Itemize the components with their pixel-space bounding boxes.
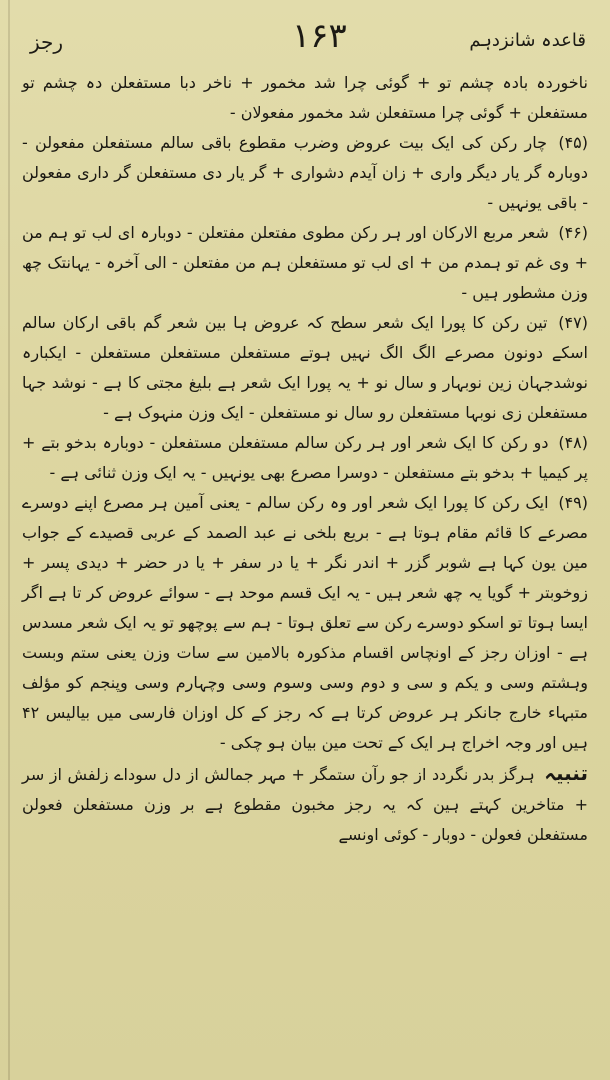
- paragraph-49: [22, 488, 588, 758]
- header-chapter-title: قاعدہ شانزدہم: [469, 30, 586, 51]
- paragraph-number: (۴۸): [558, 433, 588, 452]
- page-number: ۱۶۳: [292, 16, 347, 56]
- paragraph-text: تین رکن کا پورا ایک شعر سطح کہ عروض ہا بین شعر گم باقی ارکان سالم اسکے دونون مصرعے الگ الگ نہیں ہوتے مستفعلن مستفعلن مستفعلن - ایکبارہ نوشدجہان زین نوبہار و سال نو + یہ پورا ایک شعر ہے بلیغ مجتی کا ہے - نوشد جہا مستفعلن زی نوبہا مستفعلن رو سال نو مستفعلن - ایک وزن منہوک ہے -: [22, 313, 588, 422]
- paragraph-number: (۴۵): [558, 133, 589, 152]
- paragraph-number: (۴۹): [558, 493, 588, 512]
- paragraph-45: [22, 128, 588, 218]
- paragraph-text: دو رکن کا ایک شعر اور ہر رکن سالم مستفعلن مستفعلن - دوبارہ بدخو بتے + پر کیمیا + بدخو بتے مستفعلن - دوسرا مصرع بھی یونہیں - یہ ایک وزن ثنائی ہے -: [22, 433, 588, 482]
- paragraph-number: (۴۷): [558, 313, 588, 332]
- paragraph-number: (۴۶): [558, 223, 589, 242]
- paragraph-text: ایک رکن کا پورا ایک شعر اور وہ رکن سالم - یعنی آمین ہر مصرع اپنے دوسرے مصرعے کا قائم مقام ہوتا ہے - بریع بلخی نے عبد الصمد کے عربی قصیدے کے جواب مین یون کہا ہے شوبر گزر + اندر نگر + یا در سفر + یا در حضر + دیدی پسر + زوخوبتر + گویا یہ چھ شعر ہیں - یہ ایک قسم موحد ہے - سوائے عروض کر تا ہے اگر ایسا ہوتا تو اسکو دوسرے رکن سے تعلق ہوتا - ہم سے پوچھو تو یہ ایک شعر مسدس ہے - اوزان رجز کے اونچاس اقسام مذکورہ بالامین سے سات وزن یعنی ستم وبست وہشتم وسی و یکم و سی و دوم وسی وسوم وسی وچہارم وسی وپنجم کو مؤلف متبہاء خارج جانکر ہر عروض کرتا ہے کہ رجز کے کل اوزان فارسی میں بیالیس ۴۲ ہیں اور وجہ اخراج ہر ایک کے تحت مین بیان ہو چکی -: [22, 493, 588, 752]
- header-section-label: رجز: [30, 30, 64, 54]
- paragraph-text: شعر مربع الارکان اور ہر رکن مطوی مفتعلن مفتعلن - دوبارہ ای لب تو ہم من + وی غم تو ہمدم من + ای لب تو مستفعلن ہم من مفتعلن - الی آخرہ - یہانتک چھ وزن مشطور ہیں -: [22, 223, 588, 302]
- tanbih-label: تنبیہ: [544, 761, 588, 785]
- page-body: [22, 68, 588, 850]
- paragraph-tanbih: [22, 758, 588, 850]
- paragraph-text: ناخوردہ بادہ چشم تو + گوئی چرا شد مخمور + ناخر دبا مستفعلن دہ چشم تو مستفعلن + گوئی چرا مستفعلن شد مخمور مفعولان -: [22, 73, 588, 122]
- page-edge: [8, 0, 10, 1080]
- paragraph-48: [22, 428, 588, 488]
- paragraph-47: [22, 308, 588, 428]
- paragraph-46: [22, 218, 588, 308]
- paragraph-text: چار رکن کی ایک بیت عروض وضرب مقطوع باقی سالم مستفعلن مفعولن - دوبارہ گر یار دیگر واری + زان آیدم دشواری + گر یار دی مستفعلن گر داری مفعولن - باقی یونہیں -: [22, 133, 588, 212]
- paragraph-0: [22, 68, 588, 128]
- paragraph-text: ہرگز بدر نگردد از جو رآن ستمگر + مہر جمالش از دل سوداے زلفش از سر + متاخرین کہتے ہین کہ یہ رجز مخبون مقطوع ہے بر وزن مستفعلن فعولن مستفعلن فعولن - دوبار - کوئی اونسے: [22, 765, 588, 844]
- page-header: [0, 0, 610, 70]
